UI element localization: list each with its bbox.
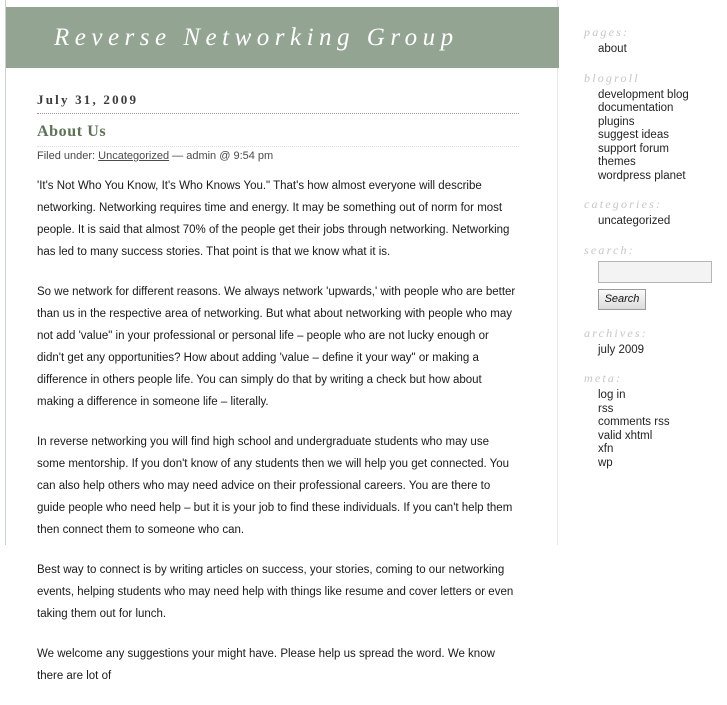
post-title: About Us bbox=[37, 123, 107, 140]
sidebar-item-support-forum[interactable]: support forum bbox=[598, 142, 669, 155]
list-item bbox=[598, 116, 723, 130]
sidebar-item-comments-rss[interactable]: comments rss bbox=[598, 416, 670, 428]
post-category-link[interactable]: Uncategorized bbox=[98, 150, 170, 162]
sidebar-heading-archives: archives: bbox=[584, 325, 649, 340]
search-button[interactable]: Search bbox=[598, 289, 646, 310]
post-body bbox=[37, 175, 519, 687]
sidebar-item-xfn[interactable]: xfn bbox=[598, 443, 614, 455]
sidebar-heading-pages: pages: bbox=[584, 25, 630, 39]
list-item bbox=[598, 389, 723, 403]
sidebar-heading-blogroll: blogroll bbox=[584, 70, 640, 85]
list-item bbox=[598, 457, 723, 471]
sidebar-item-documentation[interactable]: documentation bbox=[598, 102, 674, 114]
list-item bbox=[598, 102, 723, 116]
sidebar-heading-search: search: bbox=[584, 242, 635, 257]
list-item bbox=[598, 430, 723, 444]
sidebar-list-blogroll bbox=[578, 89, 723, 184]
sidebar-list-categories bbox=[578, 215, 723, 229]
content-column bbox=[5, 0, 558, 682]
post-paragraph: We welcome any suggestions your might have. Please help us spread the word. We know there are lot of bbox=[37, 648, 495, 682]
sidebar-item-uncategorized[interactable]: uncategorized bbox=[598, 215, 671, 227]
sidebar-item-log-in[interactable]: log in bbox=[598, 389, 626, 401]
list-item bbox=[598, 143, 723, 157]
list-item bbox=[598, 170, 723, 184]
list-item bbox=[598, 215, 723, 229]
sidebar-heading-meta: meta: bbox=[584, 371, 623, 385]
list-item bbox=[598, 344, 723, 358]
sidebar-heading-categories: categories: bbox=[584, 197, 663, 211]
sidebar-list-pages bbox=[578, 43, 723, 57]
post-paragraph: Best way to connect is by writing articles on success, your stories, coming to our networking events, helping students who may need help with things like resume and cover letters or even taking them out for lunch. bbox=[37, 564, 514, 620]
sidebar-list-meta bbox=[578, 389, 723, 470]
post-paragraph: 'It's Not Who You Know, It's Who Knows You." That's how almost everyone will describe networking. Networking requires time and energy. It may be something out of norm for most people. It is said that almost 70% of the people get their jobs through networking. Networking has led to many success stories. That point is that we know what it is. bbox=[37, 180, 510, 258]
site-header-band bbox=[6, 7, 559, 68]
search-form bbox=[598, 261, 723, 310]
list-item bbox=[598, 403, 723, 417]
sidebar-item-valid-xhtml[interactable]: valid xhtml bbox=[598, 429, 653, 442]
post-paragraph: So we network for different reasons. We always network 'upwards,' with people who are better than us in the respective area of networking. But what about networking with people who may not add 'value" in your professional or personal life – people who are not lucky enough or didn't get any opportunities? How about adding 'value – define it your way" or making a difference in others people life. You can simply do that by writing a check but how about making a difference in someone life – literally. bbox=[37, 286, 516, 408]
list-item bbox=[598, 443, 723, 457]
sidebar-item-wp[interactable]: wp bbox=[598, 456, 613, 469]
search-input[interactable] bbox=[598, 261, 712, 283]
sidebar-item-suggest-ideas[interactable]: suggest ideas bbox=[598, 129, 669, 141]
sidebar-item-wordpress-planet[interactable]: wordpress planet bbox=[598, 169, 686, 182]
post-meta-prefix: Filed under: bbox=[37, 150, 96, 162]
sidebar-item-july-2009[interactable]: july 2009 bbox=[598, 343, 645, 356]
sidebar-item-development-blog[interactable]: development blog bbox=[598, 88, 689, 101]
list-item bbox=[598, 416, 723, 430]
sidebar-item-plugins[interactable]: plugins bbox=[598, 115, 635, 128]
list-item bbox=[598, 129, 723, 143]
sidebar-list-archives bbox=[578, 344, 723, 358]
sidebar bbox=[578, 25, 723, 484]
post-paragraph: In reverse networking you will find high school and undergraduate students who may use some mentorship. If you don't know of any students then we will help you get connected. You can also help others who may need advice on their professional careers. You are there to guide people who need help – but it is your job to find these individuals. If you can't help them then connect them to someone who can. bbox=[37, 436, 513, 536]
post-article bbox=[37, 92, 519, 705]
sidebar-item-themes[interactable]: themes bbox=[598, 156, 636, 168]
post-meta bbox=[37, 146, 519, 162]
list-item bbox=[598, 156, 723, 170]
site-title: Reverse Networking Group bbox=[54, 24, 459, 51]
post-meta-suffix: — admin @ 9:54 pm bbox=[172, 150, 274, 162]
list-item bbox=[598, 43, 723, 57]
post-date: July 31, 2009 bbox=[37, 92, 519, 114]
sidebar-item-about[interactable]: about bbox=[598, 43, 627, 55]
sidebar-item-rss[interactable]: rss bbox=[598, 402, 614, 415]
list-item bbox=[598, 89, 723, 103]
